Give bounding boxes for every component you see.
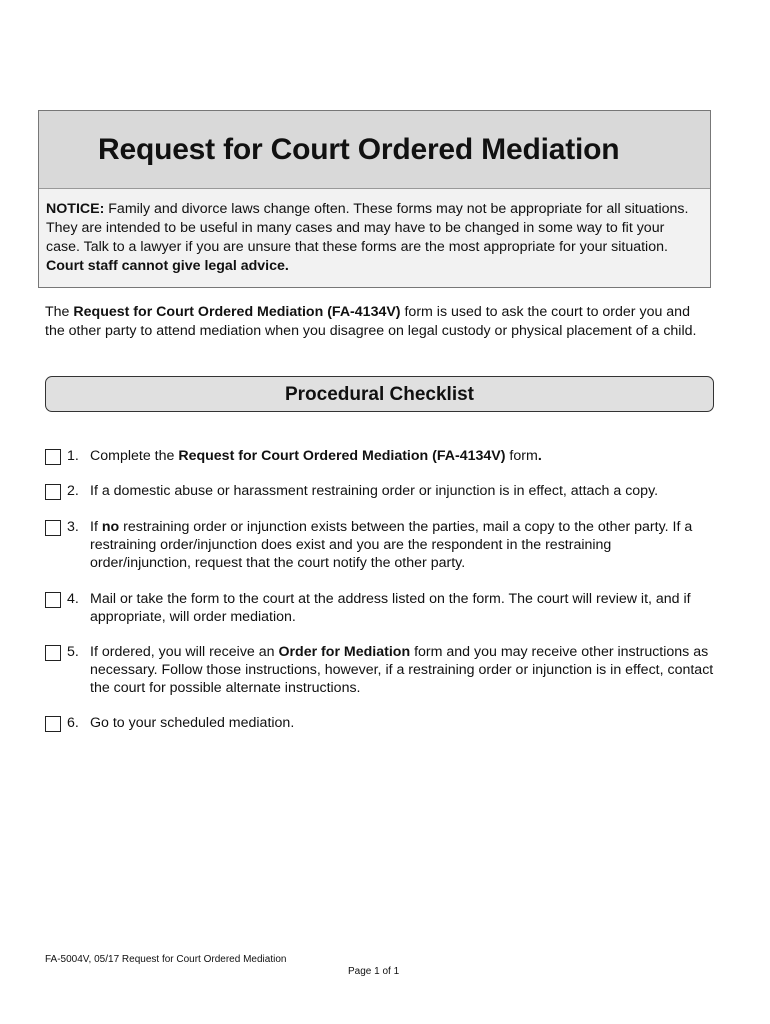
item-text-pre: Complete the <box>90 448 179 464</box>
page-title: Request for Court Ordered Mediation <box>98 133 620 166</box>
item-text <box>90 447 715 465</box>
item-text-post: form <box>505 448 538 464</box>
item-text-bold: Request for Court Ordered Mediation (FA-4134V) <box>178 448 506 464</box>
item-number: 3. <box>67 519 79 535</box>
checkbox-3[interactable] <box>45 520 61 536</box>
item-text-pre: If <box>90 519 102 535</box>
footer-page-number: Page 1 of 1 <box>348 966 400 977</box>
checkbox-1[interactable] <box>45 449 61 465</box>
item-text <box>90 518 715 572</box>
intro-prefix: The <box>45 304 74 320</box>
intro-text: form is used to ask the court to order you and the other party to attend mediation when you disagree on legal custody or physical placement of a child. <box>45 304 697 339</box>
checklist-header <box>45 376 714 412</box>
notice-paragraph <box>46 200 701 276</box>
item-text-pre: Mail or take the form to the court at the address listed on the form. The court will review it, and if appropriate, will order mediation. <box>90 591 691 625</box>
notice-warning: Court staff cannot give legal advice. <box>46 258 289 274</box>
item-text <box>90 590 715 626</box>
item-text-pre: Go to your scheduled mediation. <box>90 715 295 731</box>
item-text-post: form and you may receive other instructions as necessary. Follow those instructions, however, if a restraining order or injunction is in effect, contact the court for possible alternate instructions. <box>90 644 714 696</box>
item-text-bold: no <box>101 519 120 535</box>
checkbox-6[interactable] <box>45 716 61 732</box>
checkbox-2[interactable] <box>45 484 61 500</box>
notice-label: NOTICE: <box>46 201 105 217</box>
item-text-bold: Order for Mediation <box>278 644 411 660</box>
item-text <box>90 714 715 732</box>
item-text-post: restraining order or injunction exists between the parties, mail a copy to the other party. If a restraining order/injunction does exist and you are the respondent in the restraining order/injunction, request that the court notify the other party. <box>90 519 693 571</box>
item-text-pre: If a domestic abuse or harassment restraining order or injunction is in effect, attach a copy. <box>90 483 659 499</box>
checkbox-5[interactable] <box>45 645 61 661</box>
item-number: 2. <box>67 483 79 499</box>
item-number: 4. <box>67 591 79 607</box>
item-text <box>90 643 715 697</box>
item-number: 1. <box>67 448 79 464</box>
item-text-bold-end: . <box>537 448 542 464</box>
intro-paragraph <box>45 303 705 341</box>
title-band <box>39 111 710 189</box>
header-box <box>38 110 711 288</box>
checkbox-4[interactable] <box>45 592 61 608</box>
checklist-title: Procedural Checklist <box>284 384 475 405</box>
item-number: 5. <box>67 644 79 660</box>
item-number: 6. <box>67 715 79 731</box>
footer-form-id: FA-5004V, 05/17 Request for Court Ordered Mediation <box>45 954 287 965</box>
notice-text: Family and divorce laws change often. These forms may not be appropriate for all situations. They are intended to be useful in many cases and may have to be changed in some way to fit your case. Talk to a lawyer if you are unsure that these forms are the most appropriate for your situation. <box>46 201 689 255</box>
item-text-pre: If ordered, you will receive an <box>90 644 279 660</box>
item-text <box>90 482 715 500</box>
intro-form-name: Request for Court Ordered Mediation (FA-4134V) <box>73 304 401 320</box>
